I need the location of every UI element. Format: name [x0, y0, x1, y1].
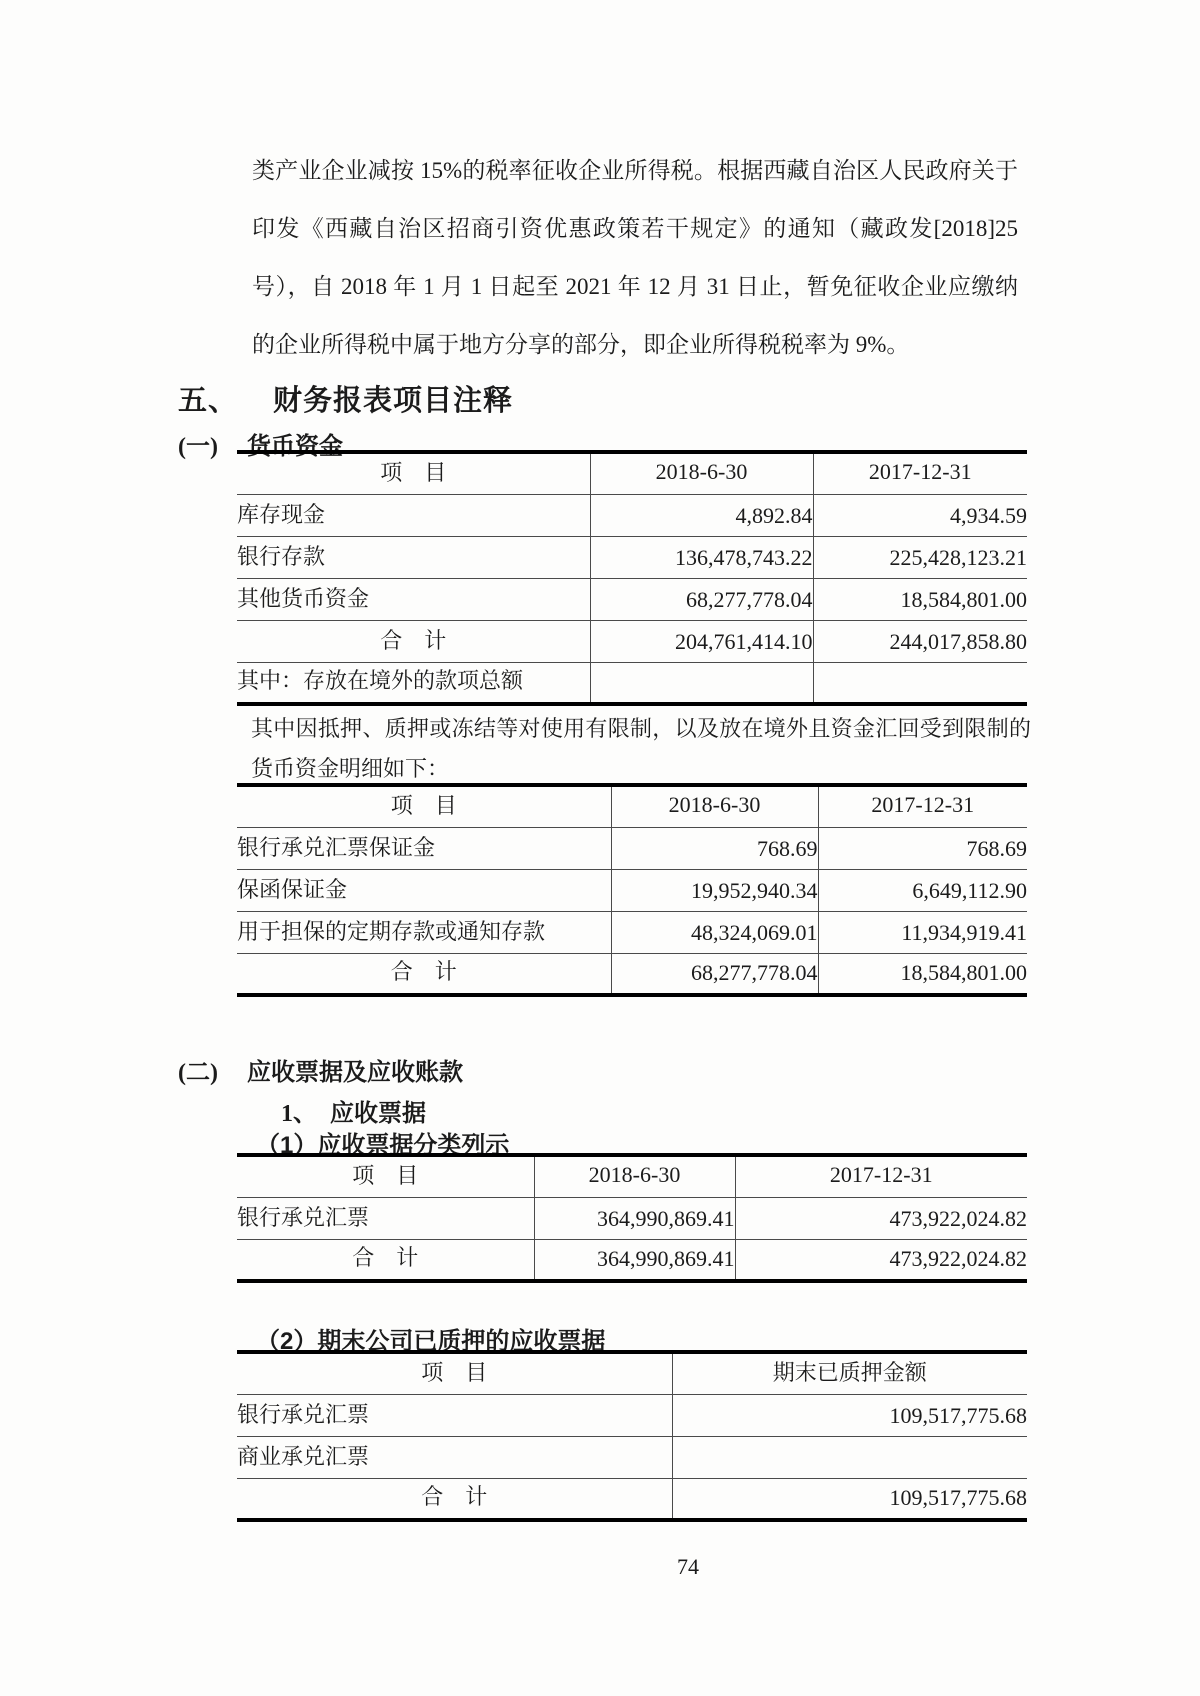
- table-row: [237, 578, 1027, 620]
- subsection-heading-notes-receivable: [178, 1052, 463, 1087]
- total-2018: 68,277,778.04: [611, 953, 818, 995]
- subsection-number: (一): [178, 434, 218, 460]
- section-number: 五、: [178, 385, 239, 417]
- subsection-title: 应收票据及应收账款: [247, 1059, 463, 1086]
- value-2017: 473,922,024.82: [735, 1197, 1027, 1239]
- row-label: 其中：存放在境外的款项总额: [237, 668, 524, 693]
- value-2017: 11,934,919.41: [818, 911, 1027, 953]
- value-2018: 48,324,069.01: [611, 911, 818, 953]
- restricted-funds-note: 其中因抵押、质押或冻结等对使用有限制，以及放在境外且资金汇回受到限制的货币资金明细如下：: [251, 716, 1031, 781]
- total-2018: 204,761,414.10: [590, 620, 813, 662]
- row-label: 商业承兑汇票: [237, 1436, 672, 1478]
- column-header-2017-12-31: 2017-12-31: [735, 1155, 1027, 1197]
- column-header-item: 项 目: [237, 785, 611, 827]
- table-header-row: [237, 785, 1027, 827]
- table-total-row: [237, 620, 1027, 662]
- subsection-number: (二): [178, 1060, 218, 1086]
- column-header-item: 项 目: [237, 452, 590, 494]
- value-2018: 19,952,940.34: [611, 869, 818, 911]
- total-2017: 473,922,024.82: [735, 1239, 1027, 1281]
- row-label: 银行承兑汇票: [237, 1394, 672, 1436]
- value-2017: 768.69: [818, 827, 1027, 869]
- column-header-pledged-amount: 期末已质押金额: [672, 1352, 1027, 1394]
- table-row: [237, 1197, 1027, 1239]
- total-2018: 364,990,869.41: [534, 1239, 735, 1281]
- total-label: 合 计: [421, 1484, 488, 1509]
- total-label: 合 计: [352, 1245, 419, 1270]
- value-2017: 225,428,123.21: [813, 536, 1027, 578]
- value-2017: 18,584,801.00: [813, 578, 1027, 620]
- value-2017: [813, 662, 1027, 704]
- table-row: [237, 494, 1027, 536]
- row-label: 库存现金: [237, 494, 590, 536]
- table-total-row: [237, 1478, 1027, 1520]
- table-row: [237, 1436, 1027, 1478]
- subsection-title: 货币资金: [247, 433, 343, 460]
- total-2017: 244,017,858.80: [813, 620, 1027, 662]
- column-header-item: 项 目: [237, 1155, 534, 1197]
- pledged-amount: [672, 1436, 1027, 1478]
- value-2018: 768.69: [611, 827, 818, 869]
- column-header-2018-6-30: 2018-6-30: [590, 452, 813, 494]
- column-header-item: 项 目: [237, 1352, 672, 1394]
- section-heading-5: [178, 378, 513, 419]
- row-label: 其他货币资金: [237, 578, 590, 620]
- total-label: 合 计: [237, 620, 590, 662]
- subitem-heading-classification: （1）应收票据分类列示: [256, 1132, 510, 1159]
- table-row: [237, 869, 1027, 911]
- row-label: 银行承兑汇票: [237, 1197, 534, 1239]
- column-header-2018-6-30: 2018-6-30: [534, 1155, 735, 1197]
- value-2018: 364,990,869.41: [534, 1197, 735, 1239]
- table-row: [237, 911, 1027, 953]
- column-header-2018-6-30: 2018-6-30: [611, 785, 818, 827]
- table-header-row: [237, 1155, 1027, 1197]
- notes-receivable-table: [237, 1153, 1027, 1283]
- pledged-amount: 109,517,775.68: [672, 1394, 1027, 1436]
- value-2018: 4,892.84: [590, 494, 813, 536]
- monetary-funds-table: [237, 450, 1027, 706]
- intro-paragraph: 类产业企业减按 15%的税率征收企业所得税。根据西藏自治区人民政府关于印发《西藏自治区招商引资优惠政策若干规定》的通知（藏政发[2018]25 号），自 2018 年 1 月 1 日起至 2021 年 12 月 31 日止，暂免征收企业应缴纳的企业所得税中属于地方分享的部分，即企业所得税税率为 9%。: [252, 158, 1018, 357]
- row-label: 保函保证金: [237, 869, 611, 911]
- item-title: 应收票据: [330, 1100, 426, 1127]
- section-title: 财务报表项目注释: [273, 385, 514, 417]
- column-header-2017-12-31: 2017-12-31: [813, 452, 1027, 494]
- total-label: 合 计: [390, 959, 457, 984]
- row-label: 用于担保的定期存款或通知存款: [237, 911, 611, 953]
- pledged-notes-table: [237, 1350, 1027, 1522]
- column-header-2017-12-31: 2017-12-31: [818, 785, 1027, 827]
- table-row: [237, 536, 1027, 578]
- table-row: [237, 1394, 1027, 1436]
- total-2017: 18,584,801.00: [818, 953, 1027, 995]
- table-total-row: [237, 953, 1027, 995]
- value-2017: 6,649,112.90: [818, 869, 1027, 911]
- table-row: [237, 662, 1027, 704]
- table-header-row: [237, 452, 1027, 494]
- row-label: 银行存款: [237, 536, 590, 578]
- total-pledged-amount: 109,517,775.68: [672, 1478, 1027, 1520]
- table-total-row: [237, 1239, 1027, 1281]
- value-2018: 68,277,778.04: [590, 578, 813, 620]
- table-header-row: [237, 1352, 1027, 1394]
- item-heading-notes-receivable: [281, 1093, 426, 1128]
- subitem-heading-pledged: （2）期末公司已质押的应收票据: [256, 1328, 606, 1355]
- item-number: 1、: [281, 1101, 317, 1127]
- restricted-funds-table: [237, 783, 1027, 997]
- row-label: 银行承兑汇票保证金: [237, 827, 611, 869]
- page-number: 74: [677, 1554, 699, 1579]
- table-row: [237, 827, 1027, 869]
- value-2017: 4,934.59: [813, 494, 1027, 536]
- value-2018: [590, 662, 813, 704]
- value-2018: 136,478,743.22: [590, 536, 813, 578]
